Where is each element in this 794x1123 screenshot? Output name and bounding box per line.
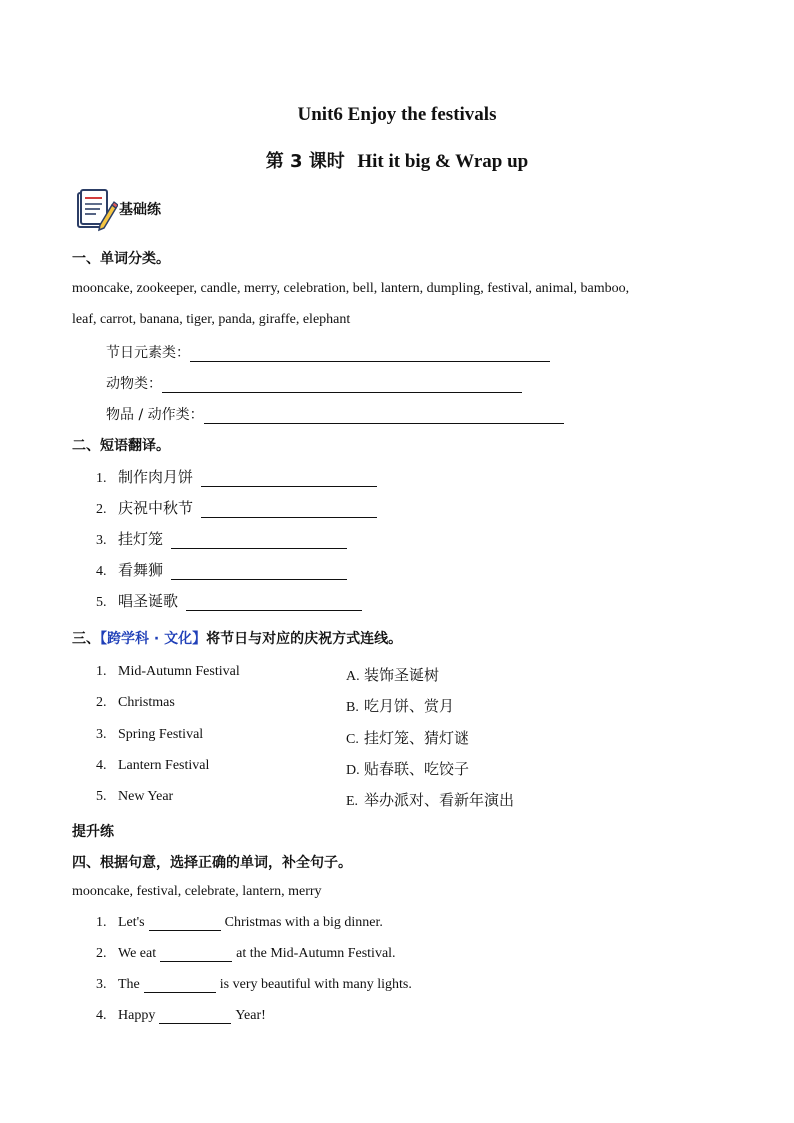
custom-option[interactable]: E. 举办派对、看新年演出 — [346, 791, 515, 809]
word-bank-line-2: leaf, carrot, banana, tiger, panda, giraffe, elephant — [72, 312, 351, 327]
phrase-item: 2. 庆祝中秋节 — [96, 497, 377, 518]
answer-blank[interactable] — [171, 565, 347, 580]
lesson-name: Hit it big & Wrap up — [357, 151, 529, 172]
answer-blank[interactable] — [162, 378, 522, 393]
section-1-heading: 一、单词分类。 — [72, 251, 170, 267]
answer-blank[interactable] — [144, 978, 216, 993]
answer-blank[interactable] — [149, 916, 221, 931]
word-bank-line-1: mooncake, zookeeper, candle, merry, celebration, bell, lantern, dumpling, festival, animal, bamboo, — [72, 281, 630, 296]
answer-blank[interactable] — [160, 947, 232, 962]
festival-item[interactable]: 1. Mid-Autumn Festival — [96, 664, 240, 679]
custom-option[interactable]: D. 贴春联、吃饺子 — [346, 760, 470, 778]
section-2-heading: 二、短语翻译。 — [72, 438, 170, 454]
sentence-item: 3. The is very beautiful with many lights. — [96, 977, 412, 992]
custom-option[interactable]: C. 挂灯笼、猜灯谜 — [346, 729, 470, 747]
category-object-row — [106, 404, 564, 424]
festival-item[interactable]: 5. New Year — [96, 789, 174, 804]
section-3-heading: 三、【跨学科 · 文化】将节日与对应的庆祝方式连线。 — [72, 631, 403, 647]
sentence-item: 1. Let's Christmas with a big dinner. — [96, 915, 383, 930]
sentence-item: 4. Happy Year! — [96, 1008, 266, 1023]
category-label: 物品 / 动作类： — [106, 407, 204, 423]
sentence-item: 2. We eat at the Mid-Autumn Festival. — [96, 946, 396, 961]
festival-item[interactable]: 3. Spring Festival — [96, 727, 204, 742]
answer-blank[interactable] — [204, 409, 564, 424]
answer-blank[interactable] — [159, 1009, 231, 1024]
practice-badge — [74, 187, 161, 233]
answer-blank[interactable] — [186, 596, 362, 611]
unit-title: Unit6 Enjoy the festivals — [297, 104, 497, 125]
answer-blank[interactable] — [201, 472, 377, 487]
phrase-item: 5. 唱圣诞歌 — [96, 590, 362, 611]
festival-item[interactable]: 4. Lantern Festival — [96, 758, 210, 773]
word-bank: mooncake, festival, celebrate, lantern, merry — [72, 884, 322, 899]
lesson-title — [0, 147, 794, 173]
category-label: 动物类： — [106, 376, 162, 392]
answer-blank[interactable] — [171, 534, 347, 549]
custom-option[interactable]: B. 吃月饼、赏月 — [346, 697, 455, 715]
answer-blank[interactable] — [201, 503, 377, 518]
festival-item[interactable]: 2. Christmas — [96, 695, 175, 710]
practice-level-label: 基础练 — [119, 202, 161, 218]
custom-option[interactable]: A. 装饰圣诞树 — [346, 666, 440, 684]
worksheet-pencil-icon — [74, 187, 118, 233]
phrase-item: 3. 挂灯笼 — [96, 528, 347, 549]
answer-blank[interactable] — [190, 347, 550, 362]
category-animal-row — [106, 373, 522, 393]
practice-level-label-advanced: 提升练 — [72, 824, 114, 840]
phrase-item: 1. 制作肉月饼 — [96, 466, 377, 487]
lesson-number: 第 3 课时 — [265, 151, 345, 172]
category-label: 节日元素类： — [106, 345, 190, 361]
cross-subject-tag: 【跨学科 · 文化】 — [100, 631, 207, 647]
section-4-heading: 四、根据句意，选择正确的单词，补全句子。 — [72, 855, 352, 871]
phrase-item: 4. 看舞狮 — [96, 559, 347, 580]
category-festival-row — [106, 342, 550, 362]
